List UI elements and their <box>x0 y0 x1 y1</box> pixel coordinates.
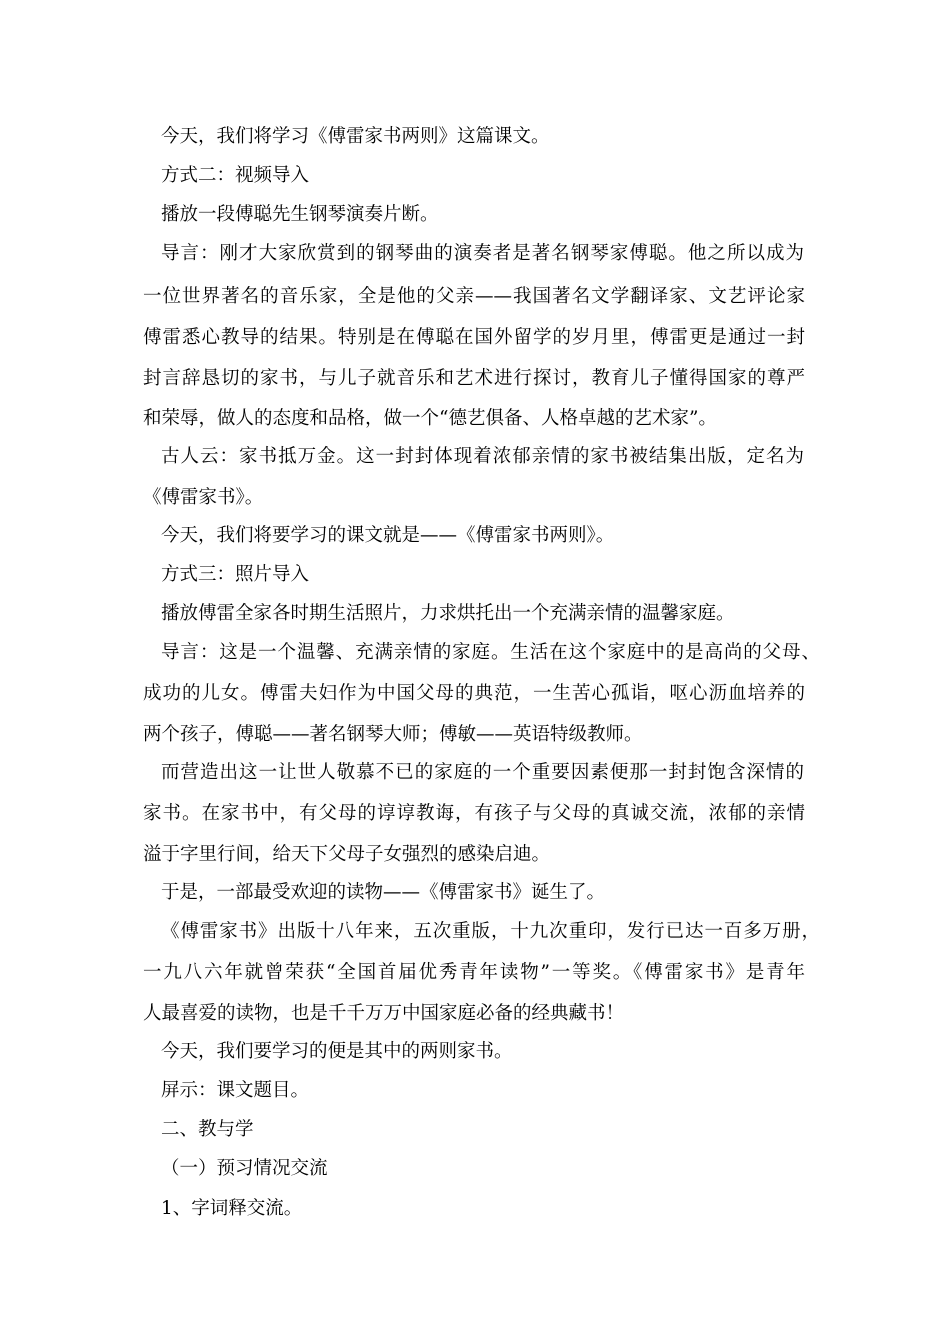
text-line: 《傅雷家书》出版十八年来，五次重版，十九次重印，发行已达一百多万册， <box>161 921 820 942</box>
section-heading: 二、教与学 <box>161 1119 254 1140</box>
text-line: 人最喜爱的读物，也是千千万万中国家庭必备的经典藏书！ <box>143 1003 625 1024</box>
text-line: 屏示：课文题目。 <box>161 1080 310 1101</box>
text-line: 一位世界著名的音乐家，全是他的父亲——我国著名文学翻译家、文艺评论家 <box>143 286 805 307</box>
text-line: 于是，一部最受欢迎的读物——《傅雷家书》诞生了。 <box>161 882 606 903</box>
text-line: 古人云：家书抵万金。这一封封体现着浓郁亲情的家书被结集出版，定名为 <box>161 446 804 467</box>
text-line: 今天，我们将学习《傅雷家书两则》这篇课文。 <box>161 126 550 147</box>
text-line: 家书。在家书中，有父母的谆谆教诲，有孩子与父母的真诚交流，浓郁的亲情 <box>143 803 805 824</box>
text-line: 播放傅雷全家各时期生活照片，力求烘托出一个充满亲情的温馨家庭。 <box>161 603 735 624</box>
text-line: 今天，我们将要学习的课文就是——《傅雷家书两则》。 <box>161 525 615 546</box>
text-line: 封言辞恳切的家书，与儿子就音乐和艺术进行探讨，教育儿子懂得国家的尊严 <box>143 368 805 389</box>
section-heading: 方式三：照片导入 <box>161 564 310 585</box>
text-line: 一九八六年就曾荣获“全国首届优秀青年读物”一等奖。《傅雷家书》是青年 <box>143 962 805 983</box>
text-line: 成功的儿女。傅雷夫妇作为中国父母的典范，一生苦心孤诣，呕心沥血培养的 <box>143 683 805 704</box>
text-line: 导言：这是一个温馨、充满亲情的家庭。生活在这个家庭中的是高尚的父母、 <box>161 642 820 663</box>
text-line: 溢于字里行间，给天下父母子女强烈的感染启迪。 <box>143 844 551 865</box>
text-line: 导言：刚才大家欣赏到的钢琴曲的演奏者是著名钢琴家傅聪。他之所以成为 <box>161 243 804 264</box>
section-heading: 方式二：视频导入 <box>161 165 310 186</box>
subsection-heading: （一）预习情况交流 <box>161 1158 328 1179</box>
text-line: 傅雷悉心教导的结果。特别是在傅聪在国外留学的岁月里，傅雷更是通过一封 <box>143 327 805 348</box>
text-line: 《傅雷家书》。 <box>143 487 264 508</box>
text-line: 播放一段傅聪先生钢琴演奏片断。 <box>161 204 439 225</box>
list-item: 1、字词释交流。 <box>161 1198 303 1219</box>
text-line: 和荣辱，做人的态度和品格，做一个“德艺俱备、人格卓越的艺术家”。 <box>143 408 717 429</box>
text-line: 今天，我们要学习的便是其中的两则家书。 <box>161 1041 513 1062</box>
text-line: 两个孩子，傅聪——著名钢琴大师；傅敏——英语特级教师。 <box>143 724 643 745</box>
text-line: 而营造出这一让世人敬慕不已的家庭的一个重要因素便那一封封饱含深情的 <box>161 762 804 783</box>
